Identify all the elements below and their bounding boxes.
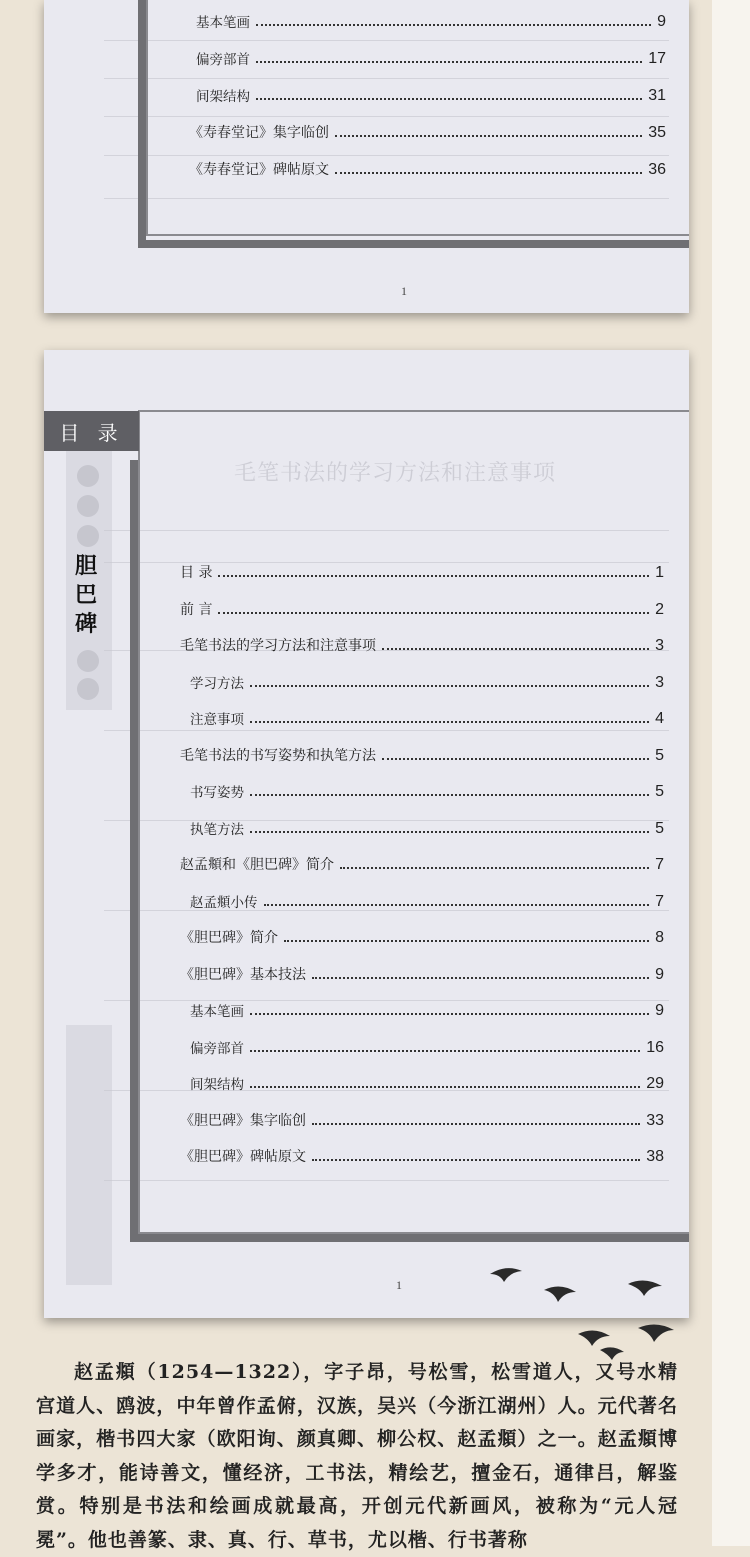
toc-entry-page: 2 <box>655 600 664 618</box>
toc-leader-dots <box>284 940 649 942</box>
toc-entry[interactable] <box>189 155 666 179</box>
toc-entry-title: 书写姿势 <box>190 785 244 801</box>
vertical-title-char: 胆 <box>74 554 97 579</box>
toc-leader-dots <box>382 648 649 650</box>
toc-entry[interactable] <box>196 81 666 105</box>
frame-shadow-left <box>130 460 138 1240</box>
toc-leader-dots <box>250 1086 640 1088</box>
toc-entry-page: 5 <box>655 746 664 764</box>
book-page-top <box>44 0 689 313</box>
toc-leader-dots <box>256 61 642 63</box>
toc-leader-dots <box>250 721 649 723</box>
toc-entry-title: 赵孟頫和《胆巴碑》简介 <box>180 857 334 873</box>
seal-circle <box>77 678 99 700</box>
toc-entry-page: 7 <box>655 856 664 873</box>
frame-shadow-bottom <box>130 1234 689 1242</box>
toc-leader-dots <box>382 758 649 760</box>
toc-entry-title: 基本笔画 <box>190 1004 244 1020</box>
frame-shadow-left <box>138 0 146 248</box>
seal-circle <box>77 650 99 672</box>
toc-entry[interactable] <box>180 741 664 765</box>
toc-entry-title: 《胆巴碑》简介 <box>180 930 278 946</box>
toc-entry-page: 9 <box>655 965 664 983</box>
toc-entry-title: 毛笔书法的学习方法和注意事项 <box>180 638 376 654</box>
toc-entry[interactable] <box>189 118 666 142</box>
background-right-strip <box>712 0 750 1546</box>
vertical-title-char: 巴 <box>74 583 97 608</box>
toc-entry-title: 前 言 <box>180 601 213 618</box>
toc-leader-dots <box>256 24 651 26</box>
toc-entry-page: 9 <box>657 13 666 30</box>
toc-leader-dots <box>340 867 649 869</box>
toc-leader-dots <box>335 135 642 137</box>
toc-entry-page: 38 <box>646 1148 664 1165</box>
toc-leader-dots <box>312 977 649 979</box>
toc-entry[interactable] <box>180 1142 664 1166</box>
toc-entry-title: 《胆巴碑》碑帖原文 <box>180 1149 306 1165</box>
toc-entry[interactable] <box>196 7 666 31</box>
toc-entry-title: 目 录 <box>180 565 213 581</box>
toc-entry[interactable] <box>190 814 664 838</box>
toc-entry[interactable] <box>180 850 664 874</box>
toc-entry-title: 《胆巴碑》集字临创 <box>180 1112 306 1129</box>
toc-entry-page: 17 <box>648 50 666 67</box>
toc-entry-page: 3 <box>655 637 664 654</box>
toc-entry-page: 8 <box>655 929 664 946</box>
toc-entry-page: 5 <box>655 819 664 837</box>
toc-entry-title: 《寿春堂记》集字临创 <box>189 125 329 141</box>
toc-entry[interactable] <box>180 923 664 947</box>
toc-entry-title: 偏旁部首 <box>190 1040 244 1057</box>
seal-circle <box>77 525 99 547</box>
toc-entry-page: 5 <box>655 783 664 800</box>
toc-entry-title: 赵孟頫小传 <box>190 894 258 911</box>
toc-leader-dots <box>218 575 649 577</box>
toc-entry-page: 35 <box>648 124 666 141</box>
toc-entry-title: 基本笔画 <box>196 15 250 31</box>
toc-leader-dots <box>250 1013 649 1015</box>
toc-entry[interactable] <box>190 1033 664 1057</box>
toc-leader-dots <box>250 1050 640 1052</box>
frame-shadow-bottom <box>138 240 689 248</box>
toc-entry[interactable] <box>190 887 664 911</box>
seal-circle <box>77 465 99 487</box>
toc-leader-dots <box>312 1159 640 1161</box>
toc-entry-page: 4 <box>655 710 664 727</box>
vertical-title-char: 碑 <box>74 612 97 637</box>
book-vertical-title <box>70 552 102 639</box>
toc-entry[interactable] <box>190 704 664 728</box>
toc-leader-dots <box>250 794 649 796</box>
toc-entry[interactable] <box>190 996 664 1020</box>
bleed-heading: 毛笔书法的学习方法和注意事项 <box>234 461 557 486</box>
toc-entry-title: 间架结构 <box>190 1077 244 1093</box>
toc-leader-dots <box>335 172 642 174</box>
toc-leader-dots <box>250 831 649 833</box>
toc-entry[interactable] <box>190 1069 664 1093</box>
toc-entry-page: 16 <box>646 1038 664 1056</box>
page-number: 1 <box>396 1278 402 1292</box>
toc-entry-page: 3 <box>655 673 664 691</box>
toc-entry[interactable] <box>180 960 664 984</box>
toc-entry-title: 执笔方法 <box>190 821 244 838</box>
toc-entry[interactable] <box>180 595 664 619</box>
toc-entry-page: 29 <box>646 1075 664 1092</box>
toc-leader-dots <box>312 1123 640 1125</box>
book-page-contents <box>44 350 689 1318</box>
author-biography: 赵孟頫（1254—1322），字子昂，号松雪，松雪道人，又号水精宫道人、鸥波，中年曾作孟俯，汉族，吴兴（今浙江湖州）人。元代著名画家，楷书四大家（欧阳询、颜真卿、柳公权、赵孟頫）之一。赵孟頫博学多才，能诗善文，懂经济，工书法，精绘艺，擅金石，通律吕，解鉴赏。特别是书法和绘画成就最高，开创元代新画风，被称为“元人冠冕”。他也善篆、隶、真、行、草书，尤以楷、行书著称 <box>36 1361 678 1551</box>
toc-leader-dots <box>250 685 649 687</box>
toc-entry-page: 1 <box>655 564 664 581</box>
toc-entry-page: 31 <box>648 87 666 104</box>
toc-entry-title: 《寿春堂记》碑帖原文 <box>189 162 329 178</box>
toc-leader-dots <box>264 904 650 906</box>
toc-entry-title: 学习方法 <box>190 675 244 692</box>
toc-entry[interactable] <box>196 44 666 68</box>
side-stripe <box>66 1025 112 1285</box>
toc-entry[interactable] <box>180 558 664 582</box>
toc-entry-title: 毛笔书法的书写姿势和执笔方法 <box>180 747 376 764</box>
toc-leader-dots <box>218 612 649 614</box>
toc-entry-page: 9 <box>655 1002 664 1019</box>
contents-tab: 目 录 <box>44 411 139 451</box>
toc-entry[interactable] <box>180 631 664 655</box>
toc-leader-dots <box>256 98 642 100</box>
seal-circle <box>77 495 99 517</box>
toc-entry-page: 7 <box>655 892 664 910</box>
toc-entry-title: 《胆巴碑》基本技法 <box>180 966 306 983</box>
toc-entry-page: 33 <box>646 1111 664 1129</box>
toc-entry-title: 间架结构 <box>196 89 250 105</box>
toc-entry-page: 36 <box>648 161 666 178</box>
toc-entry-title: 注意事项 <box>190 712 244 728</box>
page-number: 1 <box>401 284 407 298</box>
toc-entry[interactable] <box>190 668 664 692</box>
toc-entry-title: 偏旁部首 <box>196 52 250 68</box>
toc-entry[interactable] <box>180 1106 664 1130</box>
toc-entry[interactable] <box>190 777 664 801</box>
